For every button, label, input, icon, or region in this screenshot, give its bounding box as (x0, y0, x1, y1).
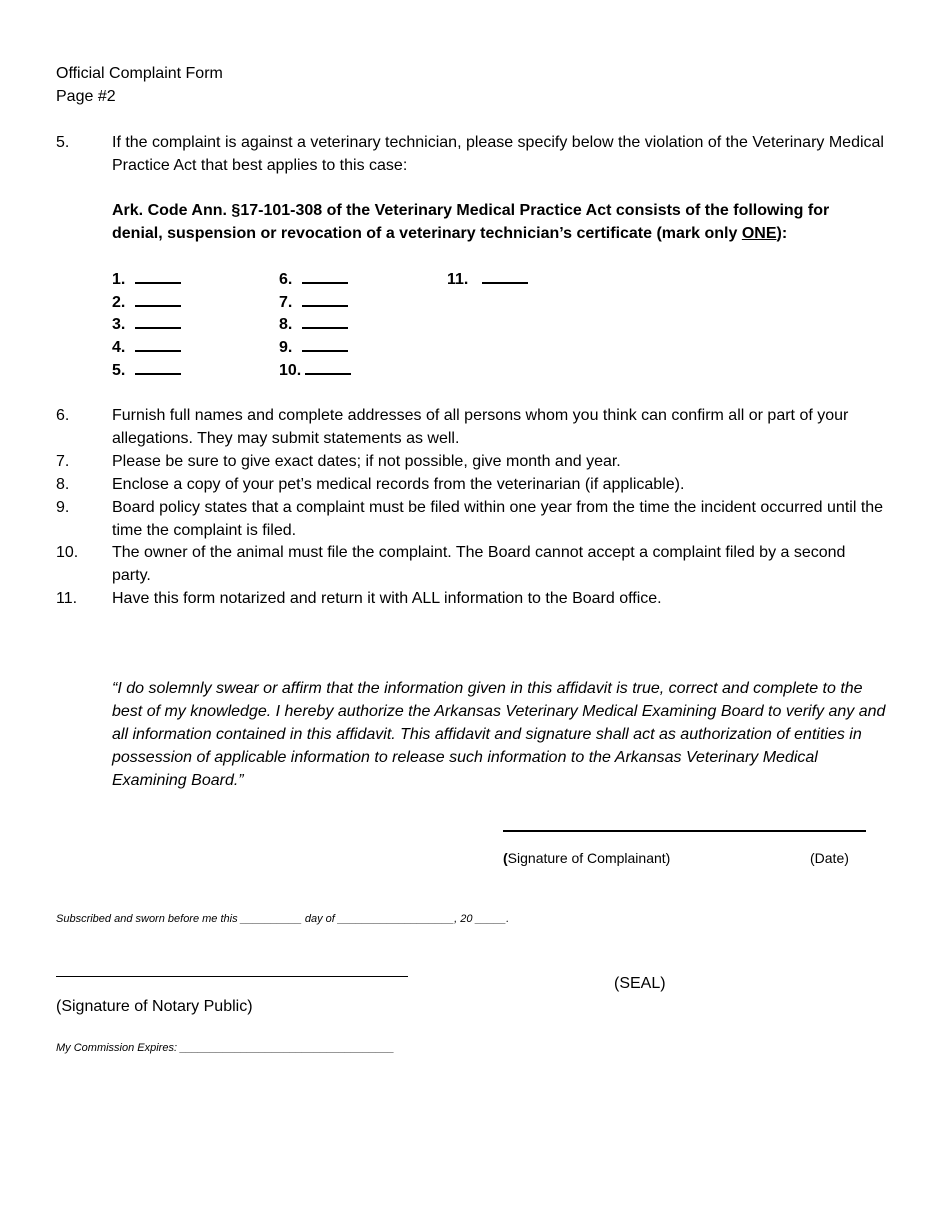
violation-option-7[interactable] (279, 291, 348, 314)
violation-option-6[interactable] (279, 268, 348, 291)
violation-option-3[interactable] (112, 313, 181, 336)
option-blank[interactable] (135, 291, 181, 307)
form-header (56, 62, 223, 108)
option-blank[interactable] (482, 268, 528, 284)
violation-option-11[interactable] (447, 268, 528, 291)
option-blank[interactable] (135, 268, 181, 284)
commission-expires-line[interactable]: My Commission Expires: ___________________________________ (56, 1042, 395, 1054)
option-label: 7. (279, 294, 293, 311)
violation-option-4[interactable] (112, 336, 181, 359)
option-label: 11. (447, 271, 469, 288)
item-8-number: 8. (56, 476, 70, 493)
option-label: 3. (112, 316, 126, 333)
violation-option-9[interactable] (279, 336, 348, 359)
notary-signature-label: (Signature of Notary Public) (56, 998, 253, 1015)
violation-option-5[interactable] (112, 359, 181, 382)
item-5-number: 5. (56, 134, 70, 151)
option-blank[interactable] (135, 336, 181, 352)
option-label: 2. (112, 294, 126, 311)
item-8-text: Enclose a copy of your pet’s medical records from the veterinarian (if applicable). (112, 476, 685, 493)
statute-text: Ark. Code Ann. §17-101-308 of the Veterinary Medical Practice Act consists of the following for denial, suspension or revocation of a veterinary technician’s certificate (mark only (112, 202, 830, 242)
item-10-text: The owner of the animal must file the complaint. The Board cannot accept a complaint filed by a second party. (112, 544, 846, 584)
form-title: Official Complaint Form (56, 65, 223, 82)
complainant-signature-line[interactable] (503, 830, 866, 832)
item-10-number: 10. (56, 544, 79, 561)
violation-option-10[interactable] (279, 359, 351, 382)
violation-option-8[interactable] (279, 313, 348, 336)
item-5-text: If the complaint is against a veterinary technician, please specify below the violation of the Veterinary Medical Practice Act that best applies to this case: (112, 134, 884, 174)
option-blank[interactable] (302, 268, 348, 284)
notary-signature-line[interactable] (56, 976, 408, 977)
item-11-number: 11. (56, 590, 78, 607)
affidavit-statement: “I do solemnly swear or affirm that the information given in this affidavit is true, correct and complete to the best of my knowledge. I hereby authorize the Arkansas Veterinary Medical Examining Board to verify any and all information contained in this affidavit. This affidavit and signature shall act as authorization of entities in possession of applicable information to release such information to the Arkansas Veterinary Medical Examining Board.” (112, 680, 886, 789)
option-blank[interactable] (302, 313, 348, 329)
complainant-signature-label (503, 847, 670, 870)
option-blank[interactable] (135, 313, 181, 329)
option-label: 8. (279, 316, 293, 333)
statute-paragraph (112, 199, 872, 245)
option-label: 4. (112, 339, 126, 356)
item-7-number: 7. (56, 453, 70, 470)
option-label: 5. (112, 362, 126, 379)
page-number: Page #2 (56, 88, 116, 105)
violation-option-2[interactable] (112, 291, 181, 314)
option-label: 10. (279, 362, 302, 379)
option-label: 1. (112, 271, 126, 288)
seal-label: (SEAL) (614, 975, 666, 992)
option-label: 9. (279, 339, 293, 356)
statute-end: ): (776, 225, 788, 242)
item-9-text: Board policy states that a complaint must be filed within one year from the time the incident occurred until the time the complaint is filed. (112, 499, 884, 539)
subscribed-sworn-line[interactable]: Subscribed and sworn before me this __________ day of ___________________, 20 _____. (56, 913, 510, 925)
item-11-text: Have this form notarized and return it with ALL information to the Board office. (112, 590, 662, 607)
option-blank[interactable] (302, 336, 348, 352)
option-blank[interactable] (135, 359, 181, 375)
item-6-text: Furnish full names and complete addresses of all persons whom you think can confirm all or part of your allegations. They may submit statements as well. (112, 407, 849, 447)
item-6-number: 6. (56, 407, 70, 424)
signature-label-text: Signature of Complainant) (507, 850, 671, 866)
option-label: 6. (279, 271, 293, 288)
item-7-text: Please be sure to give exact dates; if not possible, give month and year. (112, 453, 621, 470)
complainant-date-label: (Date) (810, 850, 849, 866)
signature-paren: ( (503, 850, 508, 866)
option-blank[interactable] (302, 291, 348, 307)
option-blank[interactable] (305, 359, 351, 375)
statute-emphasis: ONE (741, 225, 777, 242)
item-9-number: 9. (56, 499, 70, 516)
violation-option-1[interactable] (112, 268, 181, 291)
